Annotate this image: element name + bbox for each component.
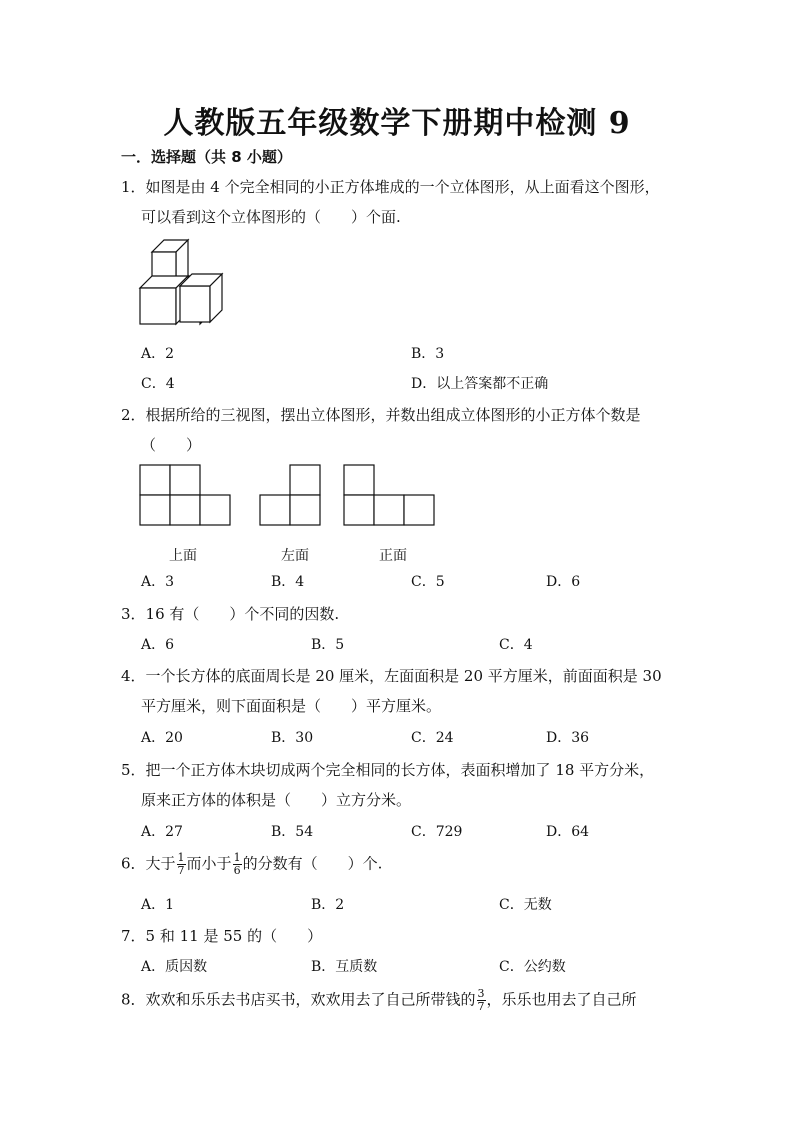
q8-fraction [477,988,486,1013]
q1-option-a: A．2 [141,346,175,362]
q8-frac-numerator: 3 [477,987,485,1000]
q2-left-view [260,465,322,527]
q3-option-b: B．5 [311,637,345,653]
q4-option-d: D．36 [546,730,590,746]
q2-label-top: 上面 [169,548,197,564]
q3-option-a: A．6 [141,637,175,653]
q1-line1: 1．如图是由 4 个完全相同的小正方体堆成的一个立体图形，从上面看这个图形， [121,178,660,196]
q5-option-d: D．64 [546,824,590,840]
q2-label-front: 正面 [379,548,407,564]
q6-line1 [121,852,382,877]
q7-option-c: C．公约数 [499,959,566,975]
q4-option-b: B．30 [271,730,314,746]
q1-cube-figure [138,238,228,328]
q5-line1: 5．把一个正方体木块切成两个完全相同的长方体，表面积增加了 18 平方分米， [121,761,655,779]
q2-option-b: B．4 [271,574,305,590]
q5-option-a: A．27 [141,824,183,840]
q6-frac2-denominator: 6 [233,864,241,877]
q6-frac1-numerator: 1 [177,851,185,864]
section-heading: 一．选择题（共 8 小题） [121,148,292,166]
q6-frac2-numerator: 1 [233,851,241,864]
q2-label-left: 左面 [281,548,309,564]
q5-option-c: C．729 [411,824,463,840]
q4-line1: 4．一个长方体的底面周长是 20 厘米，左面面积是 20 平方厘米，前面面积是 30 [121,667,662,685]
q2-front-view [344,465,436,527]
q3-option-c: C．4 [499,637,533,653]
q1-line2: 可以看到这个立体图形的（ ）个面. [141,208,401,226]
q5-line2: 原来正方体的体积是（ ）立方分米。 [141,791,412,809]
q7-option-a: A．质因数 [141,959,208,975]
q8-prefix: 8．欢欢和乐乐去书店买书，欢欢用去了自己所带钱的 [121,990,476,1009]
q5-option-b: B．54 [271,824,314,840]
q6-suffix: 的分数有（ ）个. [242,854,383,873]
q6-option-a: A．1 [141,897,175,913]
q1-option-d: D．以上答案都不正确 [411,376,549,392]
q1-option-b: B．3 [411,346,445,362]
q2-line1: 2．根据所给的三视图，摆出立体图形，并数出组成立体图形的小正方体个数是 [121,406,641,424]
q2-line2: （ ） [141,436,202,454]
q1-option-c: C．4 [141,376,175,392]
q6-fraction-2 [233,852,242,877]
q2-option-d: D．6 [546,574,581,590]
q6-prefix: 6．大于 [121,854,176,873]
q6-option-b: B．2 [311,897,345,913]
q8-frac-denominator: 7 [477,1000,485,1013]
q4-option-a: A．20 [141,730,183,746]
q6-option-c: C．无数 [499,897,552,913]
q3-line1: 3．16 有（ ）个不同的因数. [121,605,340,623]
q6-fraction-1 [177,852,186,877]
q4-option-c: C．24 [411,730,454,746]
q2-top-view [140,465,232,527]
q2-option-c: C．5 [411,574,445,590]
q2-option-a: A．3 [141,574,175,590]
q8-suffix: ，乐乐也用去了自己所 [486,990,637,1009]
q6-middle: 而小于 [186,854,232,873]
q7-option-b: B．互质数 [311,959,378,975]
q8-line1 [121,988,637,1013]
q4-line2: 平方厘米，则下面面积是（ ）平方厘米。 [141,697,442,715]
q7-line1: 7．5 和 11 是 55 的（ ） [121,927,323,945]
q6-frac1-denominator: 7 [177,864,185,877]
page-title: 人教版五年级数学下册期中检测 9 [163,106,631,141]
